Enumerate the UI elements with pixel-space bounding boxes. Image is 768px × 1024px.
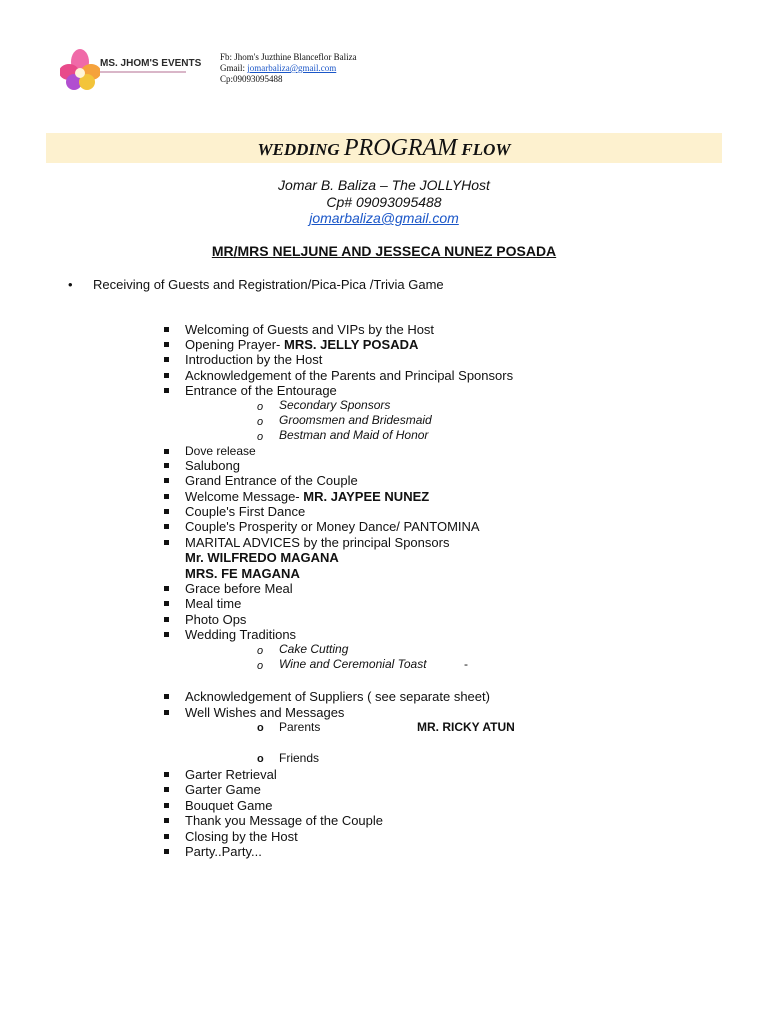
program-item: Salubong	[185, 458, 240, 473]
bullet-square	[164, 601, 169, 606]
sub-bullet: o	[257, 753, 264, 765]
host-email-row	[0, 210, 768, 226]
gmail-label: Gmail:	[220, 63, 248, 73]
bullet-square	[164, 834, 169, 839]
bullet-square	[164, 694, 169, 699]
phone-line: Cp:09093095488	[220, 74, 283, 84]
sub-item: Parents	[279, 720, 321, 734]
bullet-square	[164, 449, 169, 454]
program-item	[185, 489, 429, 504]
sub-item: Groomsmen and Bridesmaid	[279, 413, 432, 427]
sub-bullet: o	[257, 645, 264, 657]
sub-item: Friends	[279, 751, 320, 765]
couple-heading: MR/MRS NELJUNE AND JESSECA NUNEZ POSADA	[211, 243, 557, 259]
program-item: Well Wishes and Messages	[185, 705, 345, 720]
flower-logo-icon	[60, 44, 100, 96]
sponsor-name: MRS. FE MAGANA	[185, 566, 300, 581]
bullet-square	[164, 632, 169, 637]
host-phone: Cp# 09093095488	[326, 194, 442, 210]
sub-item: Secondary Sponsors	[279, 398, 391, 412]
company-logo	[60, 44, 200, 96]
bullet-square	[164, 772, 169, 777]
sponsor-name: Mr. WILFREDO MAGANA	[185, 550, 339, 565]
traditions-dash: -	[464, 657, 468, 671]
bullet-square	[164, 463, 169, 468]
item-person: MR. JAYPEE NUNEZ	[303, 489, 430, 504]
program-item: Garter Game	[185, 782, 261, 797]
program-item: Welcoming of Guests and VIPs by the Host	[185, 322, 435, 337]
title-program: PROGRAM	[343, 135, 458, 161]
bullet-square	[164, 357, 169, 362]
item-label: Welcome Message-	[185, 489, 304, 504]
parents-speaker: MR. RICKY ATUN	[417, 720, 515, 734]
bullet-square	[164, 710, 169, 715]
program-item: Acknowledgement of the Parents and Principal Sponsors	[185, 368, 514, 383]
sub-bullet: o	[257, 722, 264, 734]
bullet-square	[164, 787, 169, 792]
facebook-line: Fb: Jhom's Juzthine Blanceflor Baliza	[220, 52, 357, 62]
sub-bullet: o	[257, 660, 264, 672]
bullet-square	[164, 803, 169, 808]
bullet-square	[164, 327, 169, 332]
item-label: Opening Prayer-	[185, 337, 284, 352]
bullet-square	[164, 478, 169, 483]
logo-underline	[100, 71, 186, 73]
bullet-square	[164, 818, 169, 823]
program-item: Entrance of the Entourage	[185, 383, 337, 398]
program-item: MARITAL ADVICES by the principal Sponsors	[185, 535, 450, 550]
bullet-square	[164, 524, 169, 529]
program-item: Acknowledgement of Suppliers ( see separate sheet)	[185, 689, 490, 704]
program-item: Couple's First Dance	[185, 504, 306, 519]
sub-bullet: o	[257, 401, 264, 413]
title-banner	[46, 133, 722, 163]
bullet-dot: •	[68, 277, 73, 292]
program-item	[185, 337, 418, 352]
sub-item: Wine and Ceremonial Toast	[279, 657, 427, 671]
gmail-line	[220, 63, 357, 74]
bullet-square	[164, 388, 169, 393]
contact-block	[220, 52, 357, 85]
program-item: Introduction by the Host	[185, 352, 323, 367]
program-item: Party..Party...	[185, 844, 262, 859]
program-item: Garter Retrieval	[185, 767, 277, 782]
host-name: Jomar B. Baliza – The JOLLYHost	[278, 177, 490, 193]
title-wedding: WEDDING	[257, 140, 344, 159]
program-item: Photo Ops	[185, 612, 247, 627]
sub-item: Bestman and Maid of Honor	[279, 428, 429, 442]
bullet-square	[164, 540, 169, 545]
program-item: Bouquet Game	[185, 798, 273, 813]
program-item: Meal time	[185, 596, 242, 611]
sub-bullet: o	[257, 416, 264, 428]
title-flow: FLOW	[457, 140, 511, 159]
program-item: Thank you Message of the Couple	[185, 813, 384, 828]
logo-text: MS. JHOM'S EVENTS	[100, 58, 202, 69]
program-item: Couple's Prosperity or Money Dance/ PANTOMINA	[185, 519, 480, 534]
bullet-square	[164, 494, 169, 499]
host-email-link[interactable]: jomarbaliza@gmail.com	[309, 210, 459, 226]
item-person: MRS. JELLY POSADA	[284, 337, 419, 352]
gmail-link[interactable]: jomarbaliza@gmail.com	[247, 63, 337, 73]
program-item: Wedding Traditions	[185, 627, 297, 642]
bullet-square	[164, 849, 169, 854]
program-item: Grace before Meal	[185, 581, 293, 596]
program-item: Grand Entrance of the Couple	[185, 473, 358, 488]
bullet-square	[164, 586, 169, 591]
bullet-square	[164, 509, 169, 514]
program-item: Dove release	[185, 444, 256, 458]
sub-bullet: o	[257, 431, 264, 443]
bullet-square	[164, 617, 169, 622]
main-bullet-text: Receiving of Guests and Registration/Pica-Pica /Trivia Game	[93, 277, 444, 292]
bullet-square	[164, 342, 169, 347]
bullet-square	[164, 373, 169, 378]
sub-item: Cake Cutting	[279, 642, 349, 656]
program-item: Closing by the Host	[185, 829, 298, 844]
